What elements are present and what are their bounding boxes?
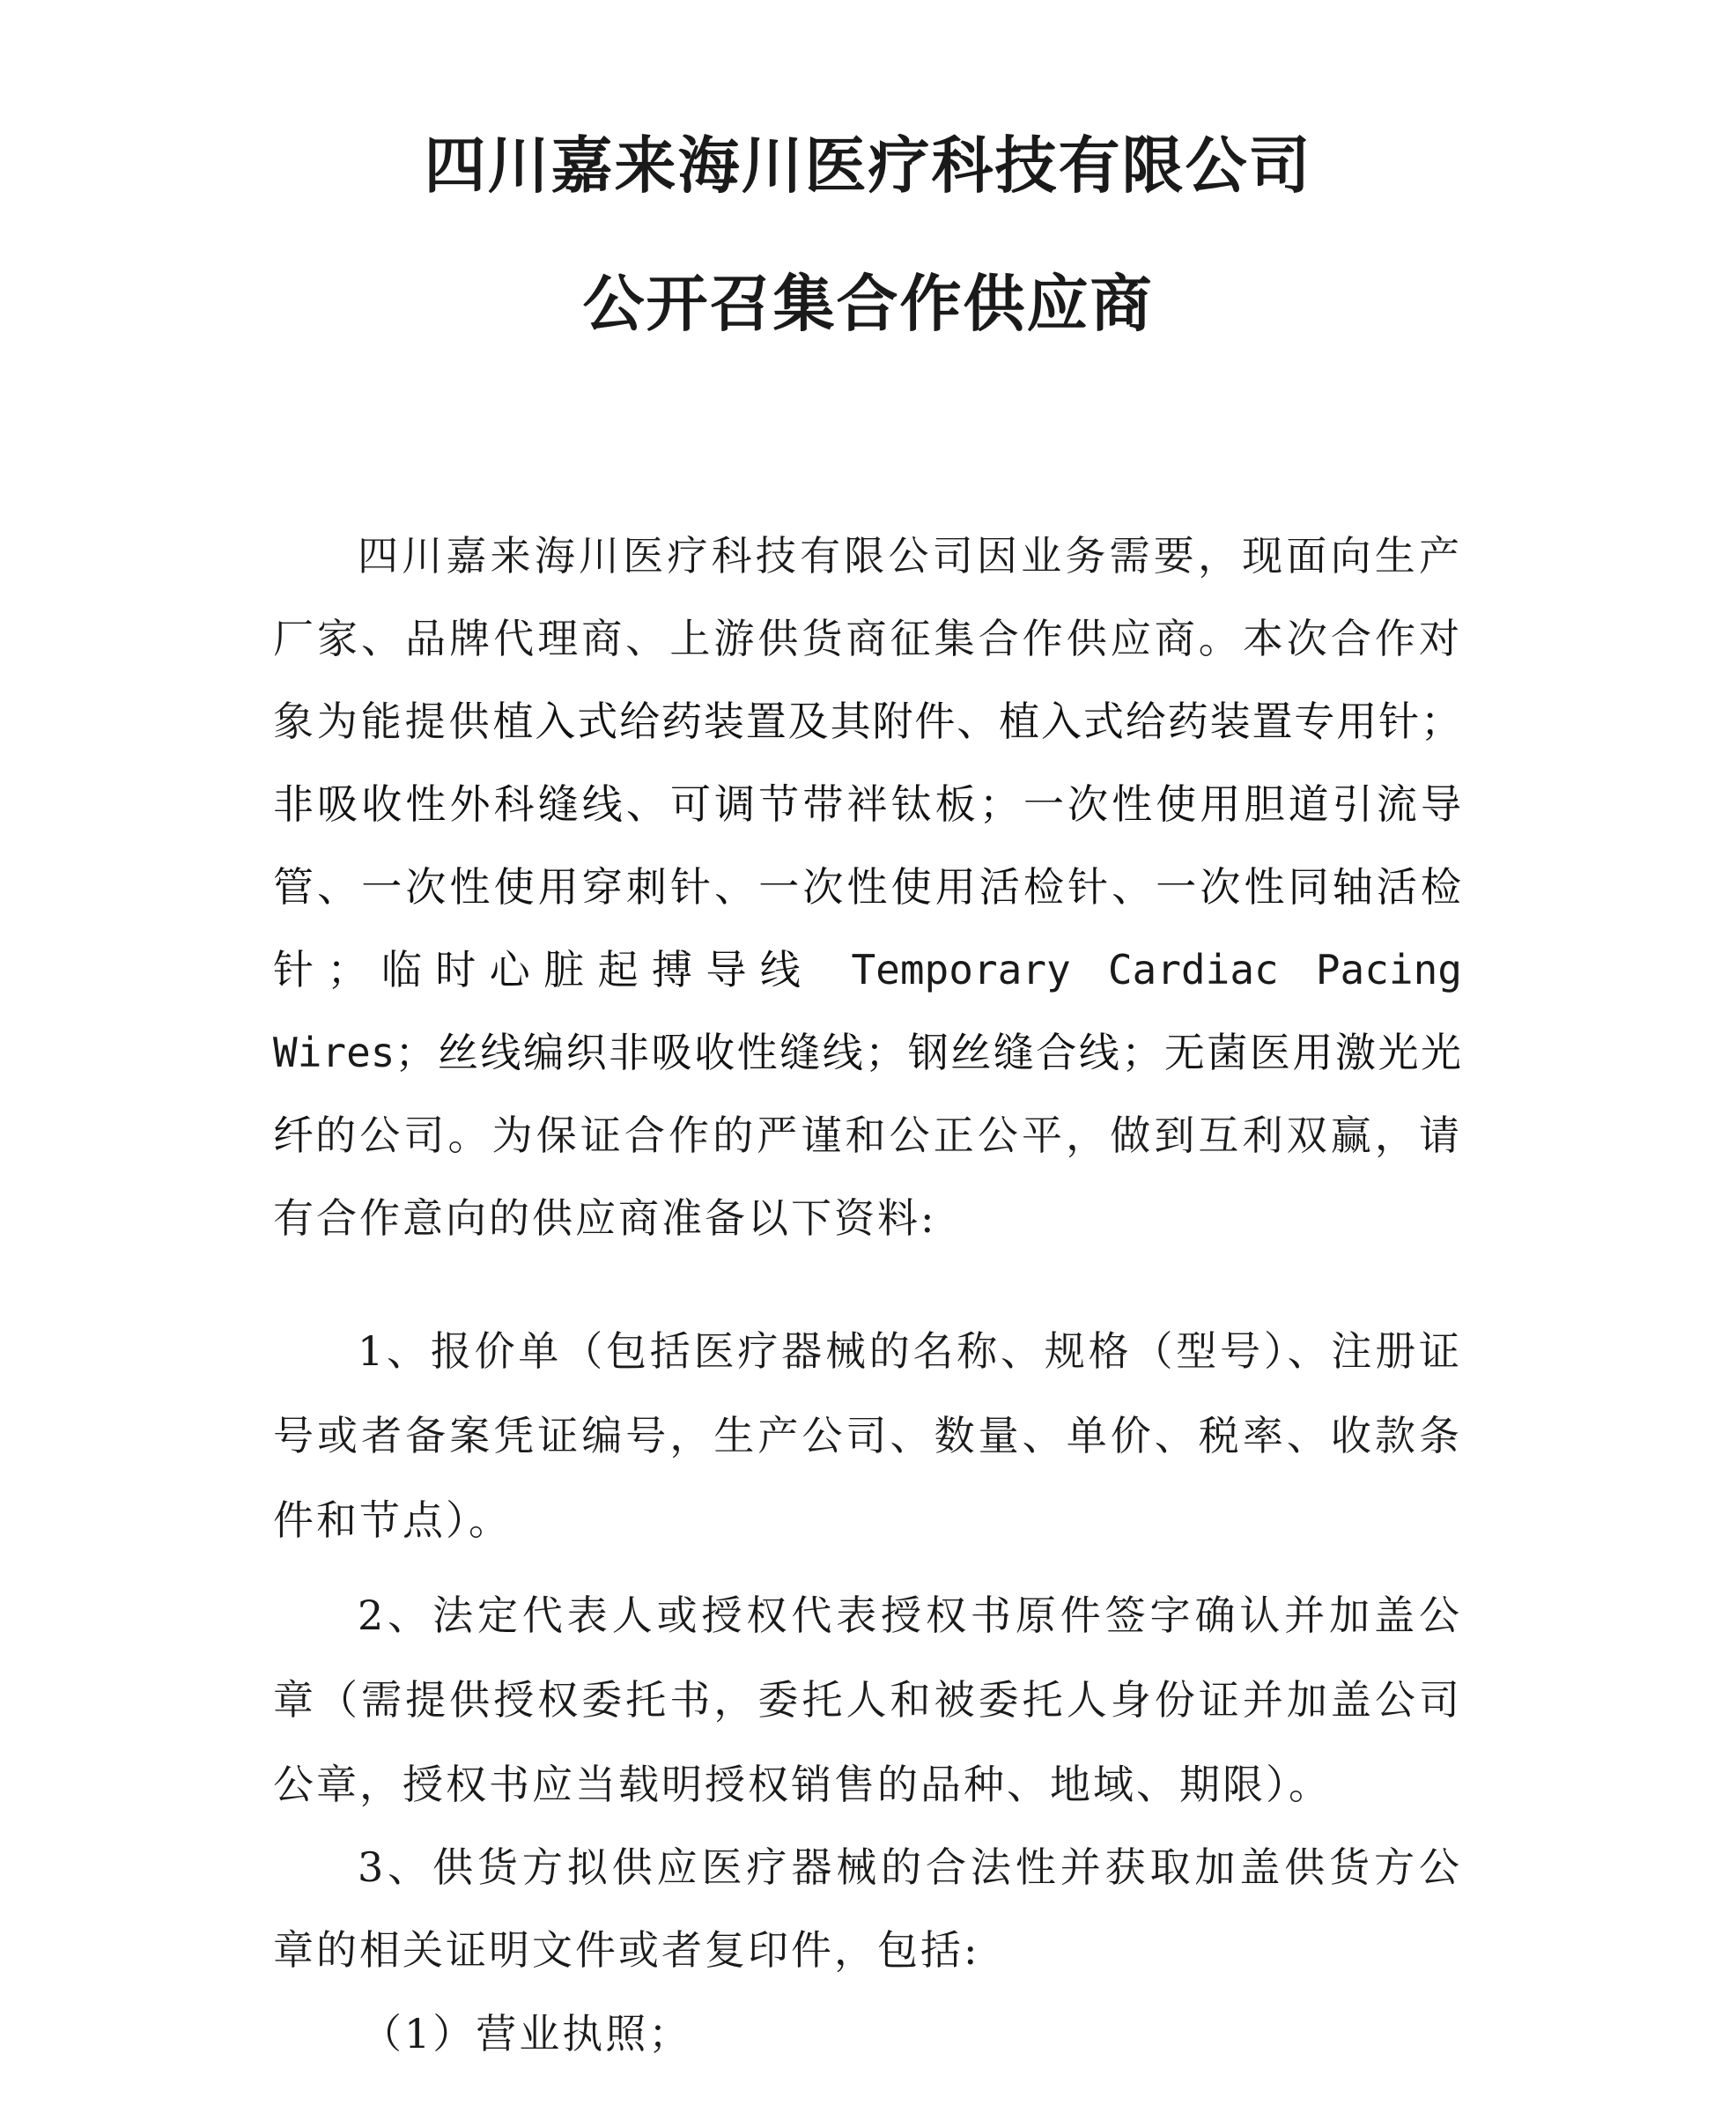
document-title-subject: 公开召集合作供应商: [582, 268, 1154, 340]
intro-text-part1: 四川嘉来海川医疗科技有限公司因业务需要，现面向生产厂家、品牌代理商、上游供货商征集合作供应商。本次合作对象为能提供: [273, 532, 1462, 745]
document-title-company: 四川嘉来海川医疗科技有限公司: [424, 129, 1312, 202]
intro-paragraph: [273, 514, 1462, 1259]
intro-text-part2: 的公司。为保证合作的严谨和公正公平，做到互利双赢，请有合作意向的供应商准备以下资料:: [273, 1112, 1463, 1242]
product-list-part-b: ；丝线编织非吸收性缝线；钢丝缝合线；无菌医用激光光纤: [273, 1029, 1462, 1159]
product-list-part-a: 植入式给药装置及其附件、植入式给药装置专用针；非吸收性外科缝线、可调节带袢钛板；一次性使用胆道引流导管、一次性使用穿刺针、一次性使用活检针、一次性同轴活检针；临时心脏起搏导线: [273, 698, 1463, 993]
requirement-item-3-sub-1: （1）营业执照；: [361, 2010, 692, 2057]
requirement-item-1: 1、报价单（包括医疗器械的名称、规格（型号）、注册证号或者备案凭证编号，生产公司、数量、单价、税率、收款条件和节点）。: [273, 1327, 1462, 1544]
requirement-item-2: 2、法定代表人或授权代表授权书原件签字确认并加盖公章（需提供授权委托书，委托人和被委托人身份证并加盖公司公章，授权书应当载明授权销售的品种、地域、期限）。: [273, 1592, 1462, 1808]
product-list-english-name: Temporary Cardiac Pacing Wires: [273, 946, 1463, 1076]
requirement-item-3: 3、供货方拟供应医疗器械的合法性并获取加盖供货方公章的相关证明文件或者复印件，包括:: [273, 1843, 1462, 1974]
